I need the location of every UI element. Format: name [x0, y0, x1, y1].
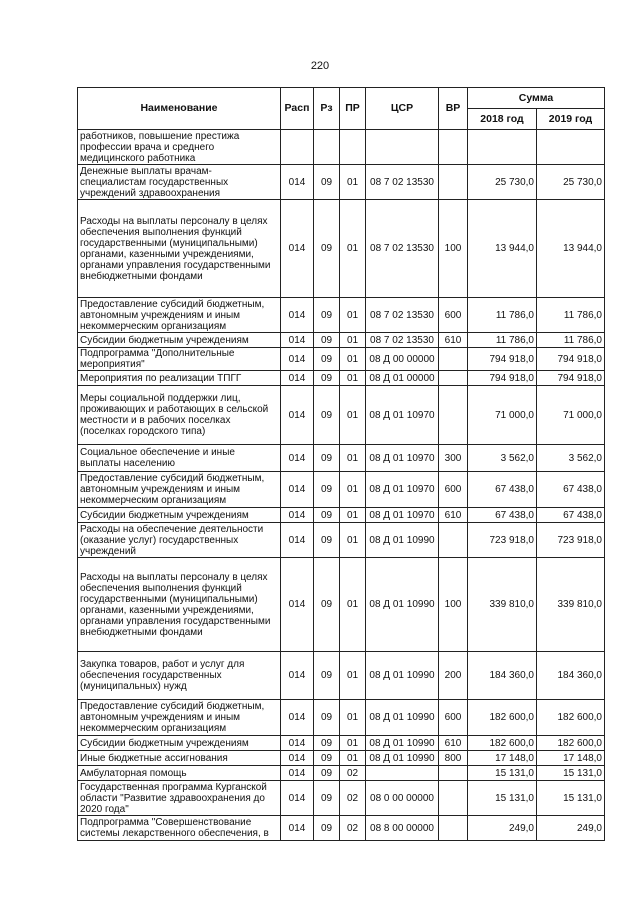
table-row [78, 445, 605, 472]
cell-name: работников, повышение престижа профессии врача и среднего медицинского работника [78, 130, 281, 165]
cell-vr: 300 [439, 445, 468, 472]
cell-vr [439, 371, 468, 386]
table-row [78, 200, 605, 298]
cell-pr: 01 [340, 472, 366, 508]
cell-csr: 08 Д 01 10970 [366, 445, 439, 472]
cell-csr: 08 7 02 13530 [366, 298, 439, 333]
cell-rz: 09 [314, 298, 340, 333]
cell-rz: 09 [314, 523, 340, 558]
cell-y2018: 723 918,0 [468, 523, 537, 558]
table-row [78, 736, 605, 751]
table-row [78, 371, 605, 386]
cell-y2019: 249,0 [537, 816, 605, 841]
cell-csr: 08 7 02 13530 [366, 333, 439, 348]
cell-name: Расходы на выплаты персоналу в целях обеспечения выполнения функций государственными (муниципальными) органами, казенными учреждениями, органами управления государственными внебюджетными фондами [78, 200, 281, 298]
cell-rz: 09 [314, 781, 340, 816]
table-row [78, 816, 605, 841]
cell-y2019: 182 600,0 [537, 700, 605, 736]
cell-y2018: 25 730,0 [468, 165, 537, 200]
cell-vr [439, 523, 468, 558]
cell-y2018: 182 600,0 [468, 700, 537, 736]
header-2019: 2019 год [537, 109, 605, 130]
cell-csr: 08 Д 01 10970 [366, 508, 439, 523]
cell-y2018: 182 600,0 [468, 736, 537, 751]
cell-csr: 08 Д 01 10990 [366, 751, 439, 766]
cell-rasp: 014 [281, 445, 314, 472]
cell-pr: 02 [340, 781, 366, 816]
page-number: 220 [310, 60, 330, 72]
cell-y2018: 249,0 [468, 816, 537, 841]
header-pr: ПР [340, 88, 366, 130]
cell-pr: 01 [340, 333, 366, 348]
cell-rz: 09 [314, 386, 340, 445]
cell-name: Мероприятия по реализации ТПГГ [78, 371, 281, 386]
cell-vr: 610 [439, 736, 468, 751]
cell-rasp: 014 [281, 751, 314, 766]
cell-vr: 800 [439, 751, 468, 766]
cell-y2018: 15 131,0 [468, 766, 537, 781]
cell-y2019: 184 360,0 [537, 652, 605, 700]
cell-y2019: 794 918,0 [537, 348, 605, 371]
cell-vr [439, 766, 468, 781]
cell-y2018 [468, 130, 537, 165]
cell-pr: 02 [340, 766, 366, 781]
cell-csr: 08 Д 01 10990 [366, 523, 439, 558]
cell-pr: 01 [340, 200, 366, 298]
cell-y2019: 339 810,0 [537, 558, 605, 652]
header-rasp: Расп [281, 88, 314, 130]
cell-rasp: 014 [281, 371, 314, 386]
cell-csr: 08 Д 01 10970 [366, 386, 439, 445]
cell-rasp: 014 [281, 700, 314, 736]
header-name: Наименование [78, 88, 281, 130]
cell-csr [366, 130, 439, 165]
cell-rz: 09 [314, 766, 340, 781]
table-body [78, 130, 605, 841]
header-csr: ЦСР [366, 88, 439, 130]
cell-rz: 09 [314, 445, 340, 472]
cell-y2018: 184 360,0 [468, 652, 537, 700]
cell-y2019: 17 148,0 [537, 751, 605, 766]
table-row [78, 298, 605, 333]
cell-name: Субсидии бюджетным учреждениям [78, 736, 281, 751]
cell-y2019: 794 918,0 [537, 371, 605, 386]
cell-rasp [281, 130, 314, 165]
cell-y2018: 13 944,0 [468, 200, 537, 298]
cell-y2018: 67 438,0 [468, 472, 537, 508]
cell-y2018: 17 148,0 [468, 751, 537, 766]
cell-rasp: 014 [281, 816, 314, 841]
table-row [78, 781, 605, 816]
cell-pr: 01 [340, 348, 366, 371]
cell-name: Предоставление субсидий бюджетным, автономным учреждениям и иным некоммерческим организациям [78, 700, 281, 736]
cell-pr: 01 [340, 371, 366, 386]
cell-vr: 610 [439, 508, 468, 523]
cell-rz: 09 [314, 348, 340, 371]
table-row [78, 348, 605, 371]
cell-pr: 01 [340, 736, 366, 751]
table-row [78, 386, 605, 445]
header-vr: ВР [439, 88, 468, 130]
cell-y2019 [537, 130, 605, 165]
cell-csr: 08 Д 01 00000 [366, 371, 439, 386]
cell-name: Субсидии бюджетным учреждениям [78, 508, 281, 523]
cell-vr: 610 [439, 333, 468, 348]
cell-rasp: 014 [281, 348, 314, 371]
cell-rz: 09 [314, 333, 340, 348]
cell-rasp: 014 [281, 508, 314, 523]
cell-vr [439, 781, 468, 816]
cell-y2019: 3 562,0 [537, 445, 605, 472]
cell-vr: 200 [439, 652, 468, 700]
table-row [78, 558, 605, 652]
cell-rz: 09 [314, 472, 340, 508]
cell-name: Предоставление субсидий бюджетным, автономным учреждениям и иным некоммерческим организациям [78, 472, 281, 508]
cell-name: Денежные выплаты врачам-специалистам государственных учреждений здравоохранения [78, 165, 281, 200]
cell-rz: 09 [314, 165, 340, 200]
table-row [78, 508, 605, 523]
cell-rasp: 014 [281, 298, 314, 333]
cell-name: Меры социальной поддержки лиц, проживающих и работающих в сельской местности и в рабочих поселках (поселках городского типа) [78, 386, 281, 445]
cell-name: Амбулаторная помощь [78, 766, 281, 781]
cell-csr: 08 0 00 00000 [366, 781, 439, 816]
cell-vr [439, 165, 468, 200]
cell-pr: 01 [340, 508, 366, 523]
table-row [78, 333, 605, 348]
budget-table [77, 87, 605, 841]
cell-vr: 600 [439, 472, 468, 508]
cell-y2019: 13 944,0 [537, 200, 605, 298]
cell-y2019: 11 786,0 [537, 298, 605, 333]
cell-pr: 01 [340, 386, 366, 445]
cell-y2018: 3 562,0 [468, 445, 537, 472]
table-row [78, 766, 605, 781]
table-row [78, 165, 605, 200]
table-row [78, 700, 605, 736]
cell-y2019: 15 131,0 [537, 766, 605, 781]
cell-pr: 01 [340, 652, 366, 700]
cell-rz: 09 [314, 558, 340, 652]
cell-rasp: 014 [281, 523, 314, 558]
cell-vr: 100 [439, 200, 468, 298]
cell-name: Закупка товаров, работ и услуг для обеспечения государственных (муниципальных) нужд [78, 652, 281, 700]
cell-rasp: 014 [281, 165, 314, 200]
cell-name: Подпрограмма "Совершенствование системы лекарственного обеспечения, в [78, 816, 281, 841]
cell-rasp: 014 [281, 333, 314, 348]
header-2018: 2018 год [468, 109, 537, 130]
cell-rasp: 014 [281, 386, 314, 445]
cell-y2019: 67 438,0 [537, 508, 605, 523]
cell-y2019: 25 730,0 [537, 165, 605, 200]
cell-rz: 09 [314, 200, 340, 298]
cell-name: Расходы на выплаты персоналу в целях обеспечения выполнения функций государственными (муниципальными) органами, казенными учреждениями, органами управления государственными внебюджетными фондами [78, 558, 281, 652]
cell-csr [366, 766, 439, 781]
cell-rz: 09 [314, 736, 340, 751]
cell-name: Государственная программа Курганской области "Развитие здравоохранения до 2020 года" [78, 781, 281, 816]
cell-name: Предоставление субсидий бюджетным, автономным учреждениям и иным некоммерческим организациям [78, 298, 281, 333]
cell-rz: 09 [314, 652, 340, 700]
cell-rasp: 014 [281, 781, 314, 816]
cell-pr [340, 130, 366, 165]
cell-vr: 600 [439, 298, 468, 333]
cell-rasp: 014 [281, 736, 314, 751]
cell-y2019: 71 000,0 [537, 386, 605, 445]
cell-y2018: 15 131,0 [468, 781, 537, 816]
cell-y2019: 723 918,0 [537, 523, 605, 558]
cell-y2018: 11 786,0 [468, 333, 537, 348]
cell-y2018: 339 810,0 [468, 558, 537, 652]
cell-pr: 02 [340, 816, 366, 841]
cell-rasp: 014 [281, 766, 314, 781]
header-sum: Сумма [468, 88, 605, 109]
cell-rz: 09 [314, 508, 340, 523]
cell-pr: 01 [340, 558, 366, 652]
cell-y2018: 67 438,0 [468, 508, 537, 523]
cell-y2019: 11 786,0 [537, 333, 605, 348]
cell-rz: 09 [314, 371, 340, 386]
cell-vr [439, 816, 468, 841]
cell-y2019: 182 600,0 [537, 736, 605, 751]
cell-pr: 01 [340, 751, 366, 766]
table-row [78, 652, 605, 700]
cell-vr [439, 348, 468, 371]
cell-y2019: 67 438,0 [537, 472, 605, 508]
table-row [78, 523, 605, 558]
header-rz: Рз [314, 88, 340, 130]
cell-rz: 09 [314, 700, 340, 736]
cell-name: Подпрограмма "Дополнительные мероприятия" [78, 348, 281, 371]
cell-y2018: 11 786,0 [468, 298, 537, 333]
cell-pr: 01 [340, 298, 366, 333]
cell-name: Расходы на обеспечение деятельности (оказание услуг) государственных учреждений [78, 523, 281, 558]
cell-vr: 100 [439, 558, 468, 652]
cell-csr: 08 7 02 13530 [366, 200, 439, 298]
cell-pr: 01 [340, 165, 366, 200]
cell-pr: 01 [340, 523, 366, 558]
cell-csr: 08 Д 00 00000 [366, 348, 439, 371]
table-row [78, 751, 605, 766]
cell-y2019: 15 131,0 [537, 781, 605, 816]
cell-pr: 01 [340, 700, 366, 736]
cell-vr [439, 386, 468, 445]
cell-csr: 08 Д 01 10990 [366, 736, 439, 751]
cell-pr: 01 [340, 445, 366, 472]
cell-csr: 08 8 00 00000 [366, 816, 439, 841]
cell-csr: 08 Д 01 10990 [366, 558, 439, 652]
cell-csr: 08 Д 01 10970 [366, 472, 439, 508]
cell-rasp: 014 [281, 558, 314, 652]
cell-name: Социальное обеспечение и иные выплаты населению [78, 445, 281, 472]
cell-rasp: 014 [281, 472, 314, 508]
cell-y2018: 71 000,0 [468, 386, 537, 445]
cell-csr: 08 Д 01 10990 [366, 700, 439, 736]
cell-rasp: 014 [281, 200, 314, 298]
cell-rz [314, 130, 340, 165]
cell-name: Иные бюджетные ассигнования [78, 751, 281, 766]
table-row [78, 130, 605, 165]
cell-rz: 09 [314, 751, 340, 766]
cell-y2018: 794 918,0 [468, 371, 537, 386]
cell-csr: 08 7 02 13530 [366, 165, 439, 200]
cell-rz: 09 [314, 816, 340, 841]
cell-csr: 08 Д 01 10990 [366, 652, 439, 700]
cell-vr: 600 [439, 700, 468, 736]
cell-name: Субсидии бюджетным учреждениям [78, 333, 281, 348]
cell-rasp: 014 [281, 652, 314, 700]
table-row [78, 472, 605, 508]
cell-vr [439, 130, 468, 165]
cell-y2018: 794 918,0 [468, 348, 537, 371]
